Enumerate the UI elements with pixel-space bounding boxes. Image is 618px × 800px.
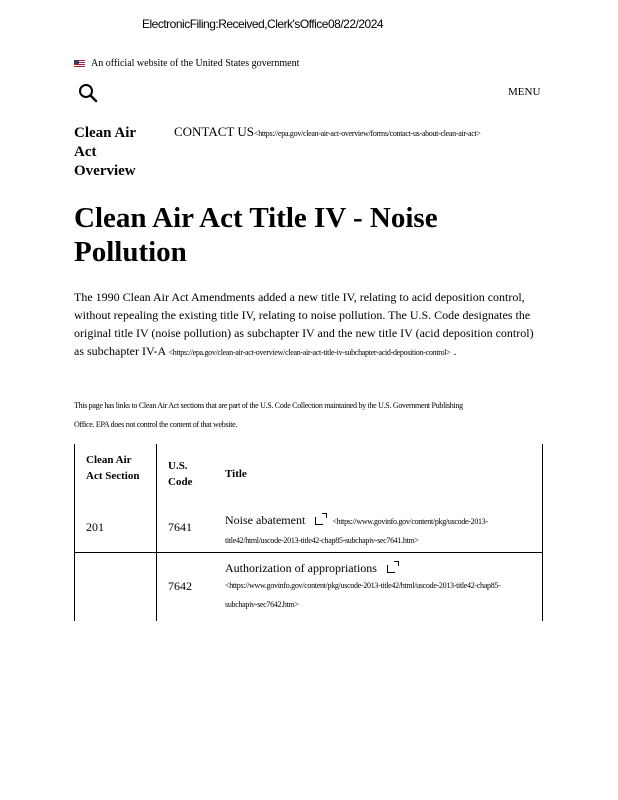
contact-us-link[interactable] — [174, 124, 481, 140]
subchapter-iv-a-link[interactable]: <https://epa.gov/clean-air-act-overview/clean-air-act-title-iv-subchapter-acid-deposition-control> — [168, 348, 451, 357]
flag-icon — [74, 60, 85, 68]
row2-title-link[interactable]: Authorization of appropriations — [225, 561, 377, 575]
search-icon[interactable] — [78, 83, 98, 103]
external-link-icon — [387, 565, 395, 573]
table-border-left — [74, 444, 75, 621]
intro-end: . — [453, 344, 457, 358]
row1-url[interactable]: <https://www.govinfo.gov/content/pkg/uscode-2013-title42/html/uscode-2013-title42-chap85-subchapiv-sec7641.htm> — [225, 517, 488, 545]
intro-text: The 1990 Clean Air Act Amendments added a new title IV, relating to acid deposition control, without repealing the existing title IV, relating to noise pollution. The U.S. Code designates the original title IV (noise pollution) as subchapter IV and the new title IV (acid deposition control) as subchapter IV-A — [74, 290, 534, 358]
row-divider — [74, 552, 543, 553]
row2-url[interactable]: <https://www.govinfo.gov/content/pkg/uscode-2013-title42/html/uscode-2013-title42-chap85-subchapiv-sec7642.htm> — [225, 581, 501, 609]
contact-us-label[interactable]: CONTACT US — [174, 124, 254, 139]
header-section: Clean Air Act Section — [86, 454, 140, 482]
row1-title-cell — [225, 512, 525, 550]
page-title: Clean Air Act Title IV - Noise Pollution — [74, 202, 438, 268]
intro-paragraph — [74, 288, 534, 362]
sidenav-overview-title[interactable]: Clean Air Act Overview — [74, 125, 136, 179]
menu-button[interactable]: MENU — [508, 86, 541, 98]
sections-table — [74, 444, 543, 621]
gov-banner — [74, 58, 299, 69]
row1-section: 201 — [86, 520, 104, 534]
header-code: U.S. Code — [168, 460, 193, 488]
row2-code: 7642 — [168, 579, 192, 593]
table-divider — [156, 444, 157, 621]
header-title: Title — [225, 468, 247, 480]
contact-us-url[interactable]: <https://epa.gov/clean-air-act-overview/forms/contact-us-about-clean-air-act> — [253, 129, 481, 138]
table-border-right — [542, 444, 543, 621]
row1-title-link[interactable]: Noise abatement — [225, 513, 306, 527]
row2-title-cell — [225, 561, 525, 614]
filing-stamp: ElectronicFiling:Received,Clerk'sOffice08/22/2024 — [142, 17, 384, 31]
external-link-icon — [315, 517, 323, 525]
gov-banner-text: An official website of the United States government — [91, 58, 300, 69]
external-links-note: This page has links to Clean Air Act sections that are part of the U.S. Code Collection maintained by the U.S. Government Publishing Office. EPA does not control the content of that website. — [74, 401, 463, 429]
row1-code: 7641 — [168, 520, 192, 534]
